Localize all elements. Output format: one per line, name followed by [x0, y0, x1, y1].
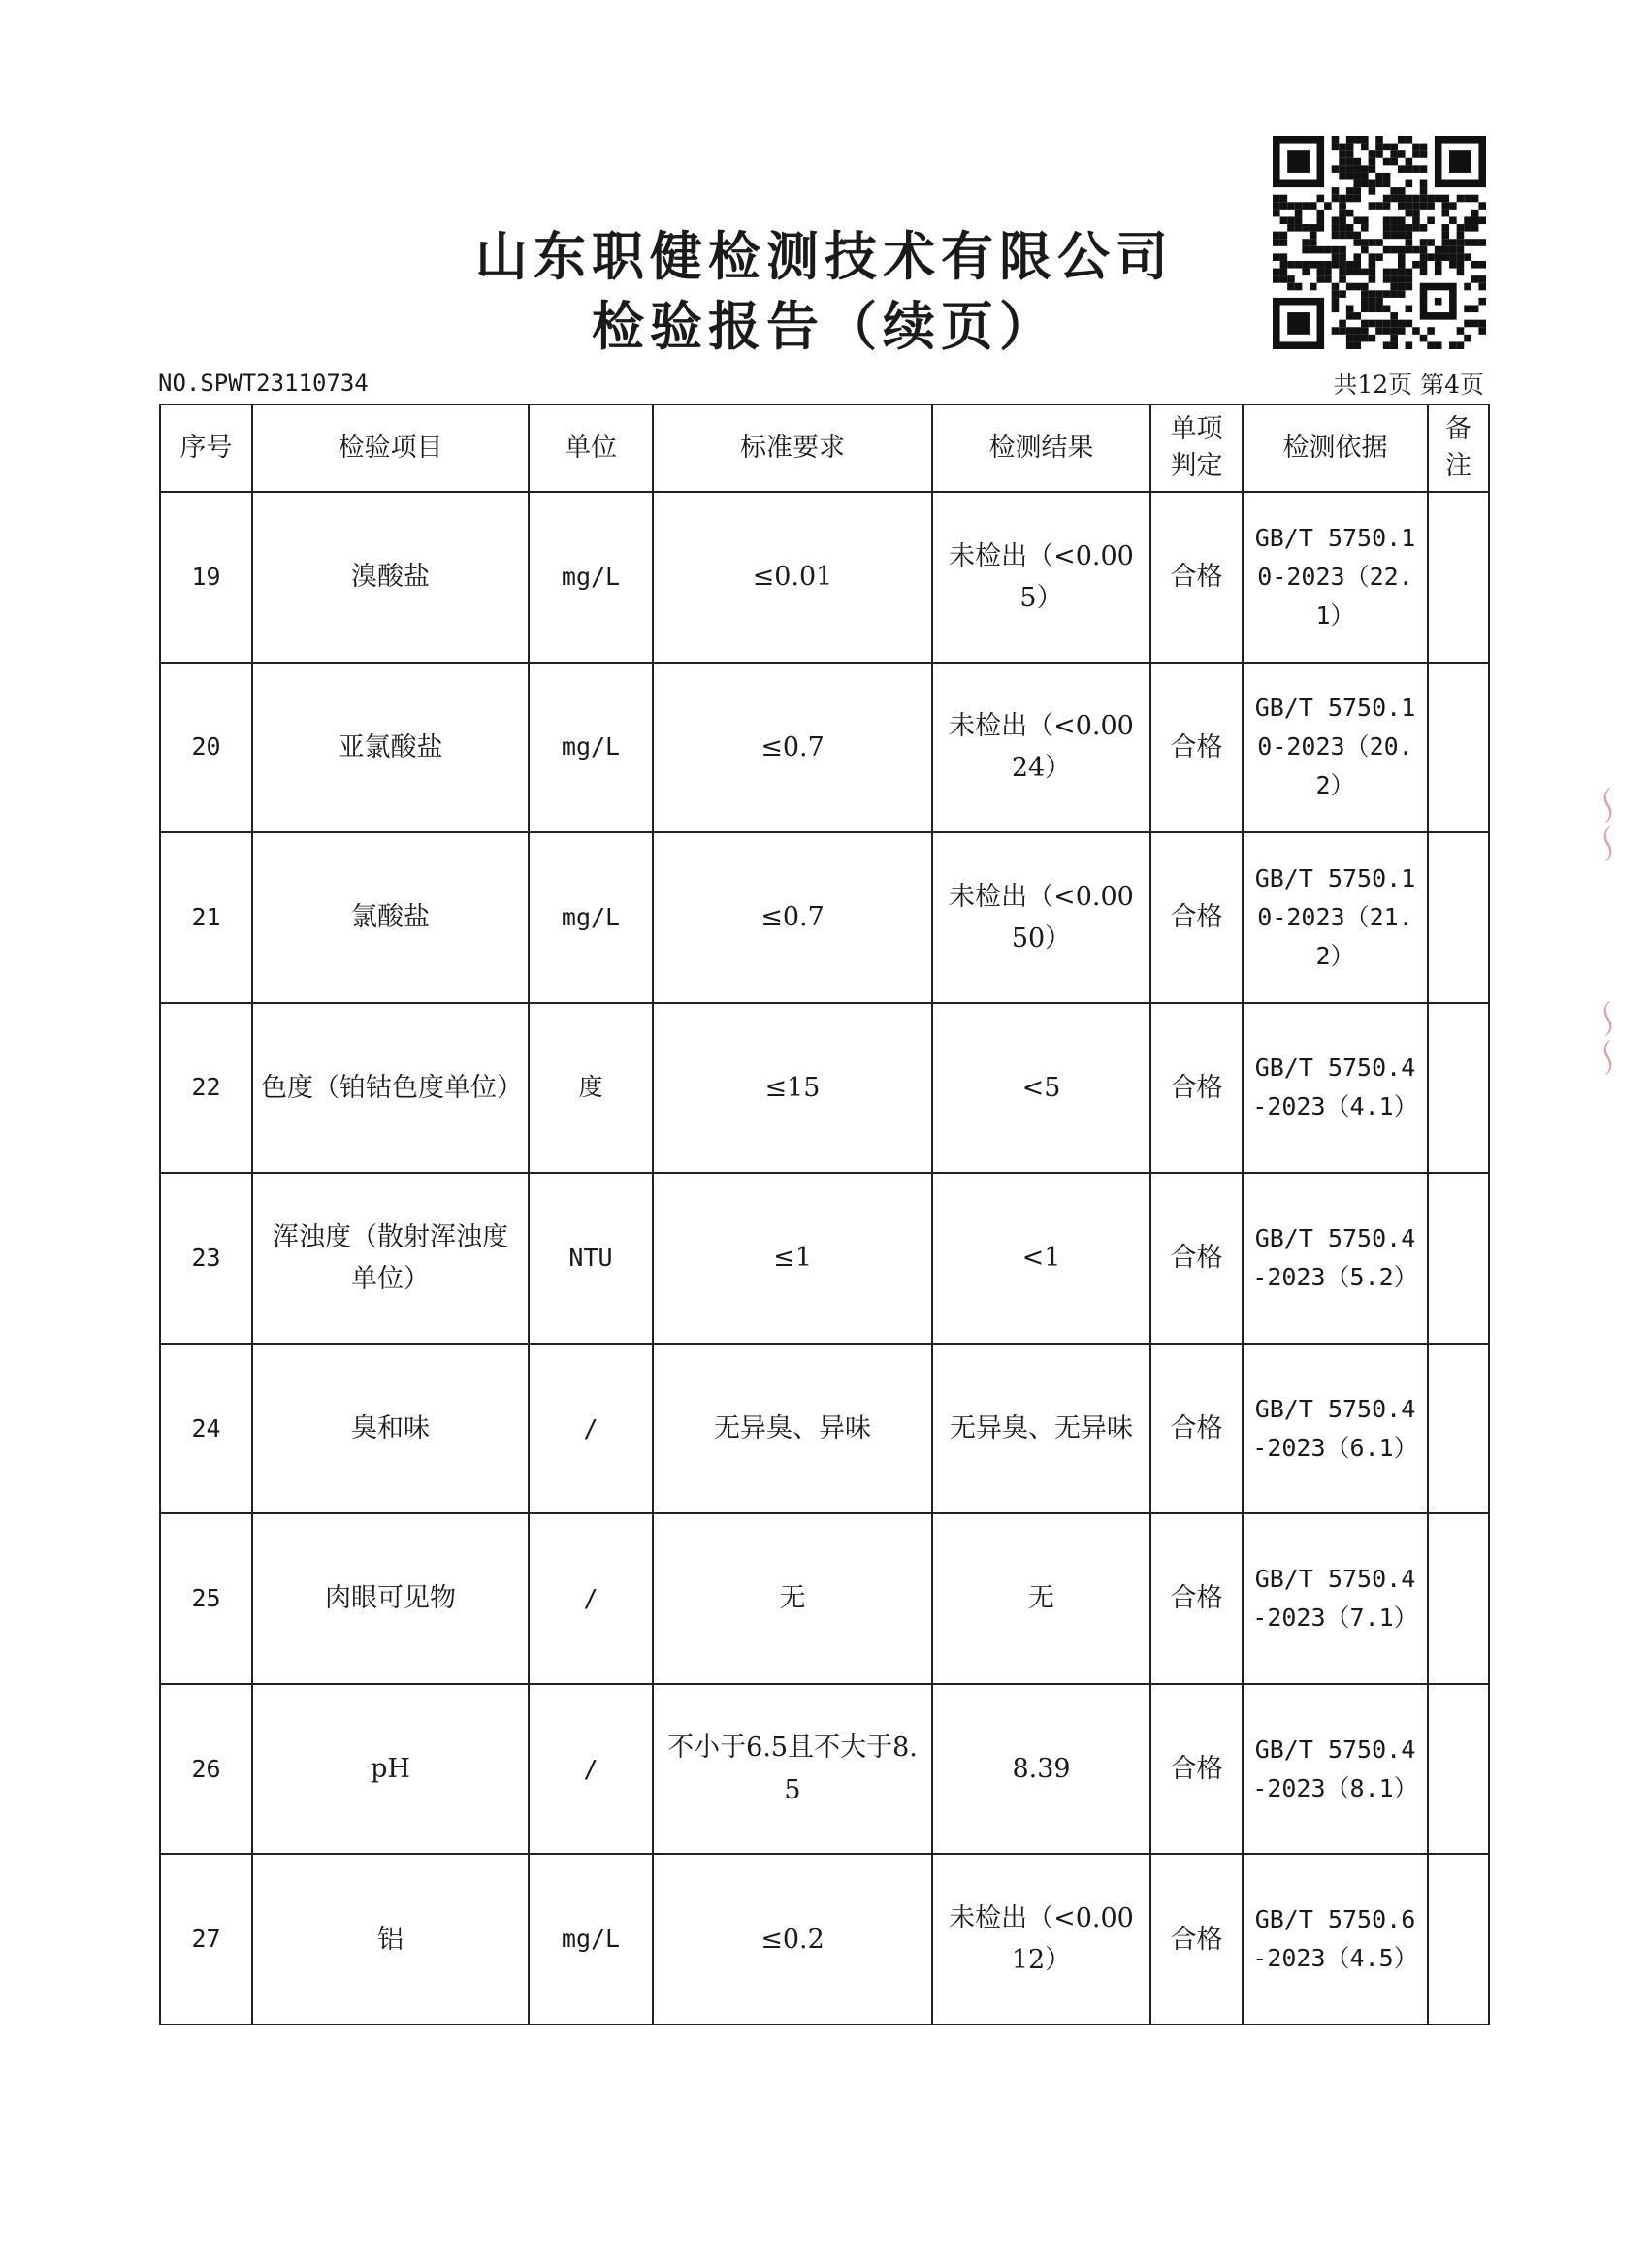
column-header: 单项判定 — [1150, 405, 1243, 492]
row-number: 27 — [160, 1854, 252, 2025]
test-result: <1 — [932, 1173, 1150, 1344]
test-basis: GB/T 5750.4-2023（6.1） — [1243, 1344, 1428, 1514]
table-row — [160, 1684, 1489, 1855]
column-header: 检验项目 — [252, 405, 529, 492]
unit: / — [529, 1513, 653, 1684]
row-number: 23 — [160, 1173, 252, 1344]
judgement: 合格 — [1150, 1684, 1243, 1855]
judgement: 合格 — [1150, 492, 1243, 663]
column-header: 序号 — [160, 405, 252, 492]
test-item: 肉眼可见物 — [252, 1513, 529, 1684]
test-result: 未检出（<0.0012） — [932, 1854, 1150, 2025]
standard-requirement: ≤0.2 — [653, 1854, 932, 2025]
standard-requirement: 不小于6.5且不大于8.5 — [653, 1684, 932, 1855]
remark — [1428, 1344, 1489, 1514]
judgement: 合格 — [1150, 663, 1243, 833]
standard-requirement: ≤0.01 — [653, 492, 932, 663]
standard-requirement: ≤0.7 — [653, 663, 932, 833]
test-result: 8.39 — [932, 1684, 1150, 1855]
table-row — [160, 1854, 1489, 2025]
test-result: 无 — [932, 1513, 1150, 1684]
remark — [1428, 492, 1489, 663]
table-row — [160, 1513, 1489, 1684]
stamp-mark: 〜〜 — [1582, 786, 1627, 863]
judgement: 合格 — [1150, 832, 1243, 1003]
table-row — [160, 663, 1489, 833]
row-number: 25 — [160, 1513, 252, 1684]
standard-requirement: 无 — [653, 1513, 932, 1684]
column-header: 单位 — [529, 405, 653, 492]
judgement: 合格 — [1150, 1173, 1243, 1344]
unit: mg/L — [529, 1854, 653, 2025]
test-basis: GB/T 5750.4-2023（8.1） — [1243, 1684, 1428, 1855]
results-table — [159, 404, 1490, 2025]
table-row — [160, 1173, 1489, 1344]
test-item: 亚氯酸盐 — [252, 663, 529, 833]
judgement: 合格 — [1150, 1344, 1243, 1514]
unit: NTU — [529, 1173, 653, 1344]
table-row — [160, 492, 1489, 663]
test-item: 浑浊度（散射浑浊度单位） — [252, 1173, 529, 1344]
test-result: 未检出（<0.005） — [932, 492, 1150, 663]
unit: 度 — [529, 1003, 653, 1174]
test-item: pH — [252, 1684, 529, 1855]
remark — [1428, 1854, 1489, 2025]
test-item: 色度（铂钴色度单位） — [252, 1003, 529, 1174]
test-result: 未检出（<0.0024） — [932, 663, 1150, 833]
test-basis: GB/T 5750.6-2023（4.5） — [1243, 1854, 1428, 2025]
standard-requirement: ≤0.7 — [653, 832, 932, 1003]
unit: mg/L — [529, 832, 653, 1003]
test-result: 无异臭、无异味 — [932, 1344, 1150, 1514]
qr-code-icon — [1273, 136, 1486, 349]
row-number: 19 — [160, 492, 252, 663]
table-header-row — [160, 405, 1489, 492]
remark — [1428, 1003, 1489, 1174]
column-header: 检测依据 — [1243, 405, 1428, 492]
standard-requirement: 无异臭、异味 — [653, 1344, 932, 1514]
test-result: <5 — [932, 1003, 1150, 1174]
test-basis: GB/T 5750.10-2023（20.2） — [1243, 663, 1428, 833]
test-item: 氯酸盐 — [252, 832, 529, 1003]
standard-requirement: ≤15 — [653, 1003, 932, 1174]
test-basis: GB/T 5750.10-2023（22.1） — [1243, 492, 1428, 663]
row-number: 21 — [160, 832, 252, 1003]
judgement: 合格 — [1150, 1513, 1243, 1684]
stamp-mark: 〜〜 — [1582, 999, 1627, 1077]
table-row — [160, 1003, 1489, 1174]
report-number: NO.SPWT23110734 — [158, 370, 369, 397]
test-item: 臭和味 — [252, 1344, 529, 1514]
judgement: 合格 — [1150, 1003, 1243, 1174]
row-number: 22 — [160, 1003, 252, 1174]
test-result: 未检出（<0.0050） — [932, 832, 1150, 1003]
remark — [1428, 1513, 1489, 1684]
column-header: 备注 — [1428, 405, 1489, 492]
test-basis: GB/T 5750.4-2023（5.2） — [1243, 1173, 1428, 1344]
test-basis: GB/T 5750.4-2023（4.1） — [1243, 1003, 1428, 1174]
unit: mg/L — [529, 492, 653, 663]
column-header: 标准要求 — [653, 405, 932, 492]
table-row — [160, 1344, 1489, 1514]
row-number: 26 — [160, 1684, 252, 1855]
page-info: 共12页 第4页 — [1333, 371, 1484, 399]
row-number: 24 — [160, 1344, 252, 1514]
unit: / — [529, 1684, 653, 1855]
unit: mg/L — [529, 663, 653, 833]
table-row — [160, 832, 1489, 1003]
column-header: 检测结果 — [932, 405, 1150, 492]
test-item: 溴酸盐 — [252, 492, 529, 663]
report-title: 检验报告（续页） — [592, 295, 1057, 357]
remark — [1428, 1173, 1489, 1344]
test-basis: GB/T 5750.10-2023（21.2） — [1243, 832, 1428, 1003]
remark — [1428, 663, 1489, 833]
remark — [1428, 1684, 1489, 1855]
test-item: 铝 — [252, 1854, 529, 2025]
judgement: 合格 — [1150, 1854, 1243, 2025]
test-basis: GB/T 5750.4-2023（7.1） — [1243, 1513, 1428, 1684]
company-name: 山东职健检测技术有限公司 — [475, 225, 1174, 287]
row-number: 20 — [160, 663, 252, 833]
standard-requirement: ≤1 — [653, 1173, 932, 1344]
remark — [1428, 832, 1489, 1003]
unit: / — [529, 1344, 653, 1514]
